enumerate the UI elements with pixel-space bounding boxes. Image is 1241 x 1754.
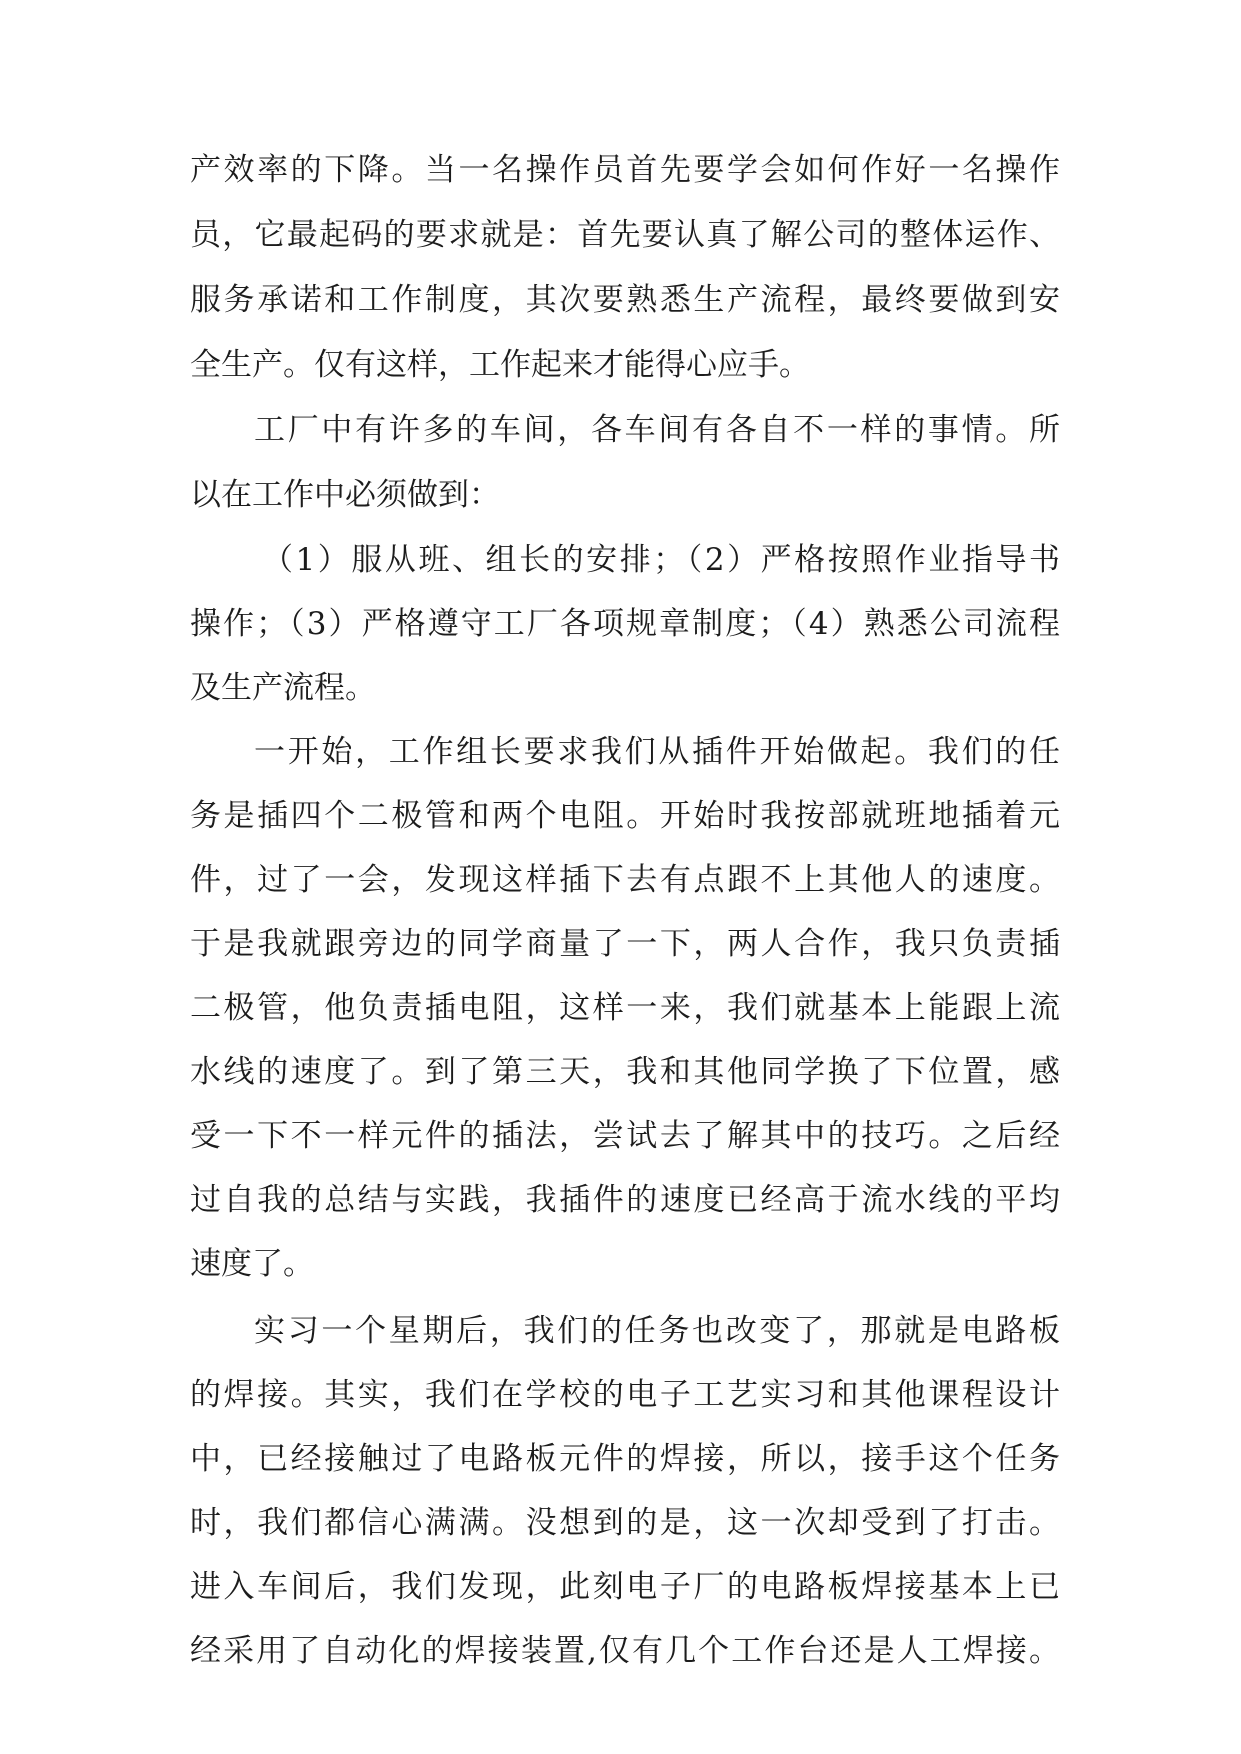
text-line: 中，已经接触过了电路板元件的焊接，所以，接手这个任务 [190,1441,1060,1477]
list-first-line: （1）服从班、组长的安排；（2）严格按照作业指导书 [262,542,1060,578]
paragraph-first-line: 一开始，工作组长要求我们从插件开始做起。我们的任 [254,734,1060,770]
text-line: 的焊接。其实，我们在学校的电子工艺实习和其他课程设计 [190,1377,1060,1413]
text-line: 于是我就跟旁边的同学商量了一下，两人合作，我只负责插 [190,926,1060,962]
text-line: 时，我们都信心满满。没想到的是，这一次却受到了打击。 [190,1505,1060,1541]
text-line: 二极管，他负责插电阻，这样一来，我们就基本上能跟上流 [190,990,1060,1026]
text-line: 及生产流程。 [190,670,376,706]
text-line: 过自我的总结与实践，我插件的速度已经高于流水线的平均 [190,1182,1060,1218]
text-line: 进入车间后，我们发现，此刻电子厂的电路板焊接基本上已 [190,1569,1060,1605]
text-line: 全生产。仅有这样，工作起来才能得心应手。 [190,347,810,383]
text-line: 经采用了自动化的焊接装置,仅有几个工作台还是人工焊接。 [190,1633,1060,1669]
text-line: 产效率的下降。当一名操作员首先要学会如何作好一名操作 [190,152,1060,188]
text-line: 速度了。 [190,1246,314,1282]
paragraph-first-line: 实习一个星期后，我们的任务也改变了，那就是电路板 [254,1313,1060,1349]
text-line: 水线的速度了。到了第三天，我和其他同学换了下位置，感 [190,1054,1060,1090]
text-line: 务是插四个二极管和两个电阻。开始时我按部就班地插着元 [190,798,1060,834]
text-line: 员，它最起码的要求就是：首先要认真了解公司的整体运作、 [190,217,1060,253]
text-line: 受一下不一样元件的插法，尝试去了解其中的技巧。之后经 [190,1118,1060,1154]
paragraph-first-line: 工厂中有许多的车间，各车间有各自不一样的事情。所 [254,412,1060,448]
text-line: 以在工作中必须做到： [190,477,500,513]
text-line: 操作；（3）严格遵守工厂各项规章制度；（4）熟悉公司流程 [190,606,1060,642]
text-line: 件，过了一会，发现这样插下去有点跟不上其他人的速度。 [190,862,1060,898]
text-line: 服务承诺和工作制度，其次要熟悉生产流程，最终要做到安 [190,282,1060,318]
